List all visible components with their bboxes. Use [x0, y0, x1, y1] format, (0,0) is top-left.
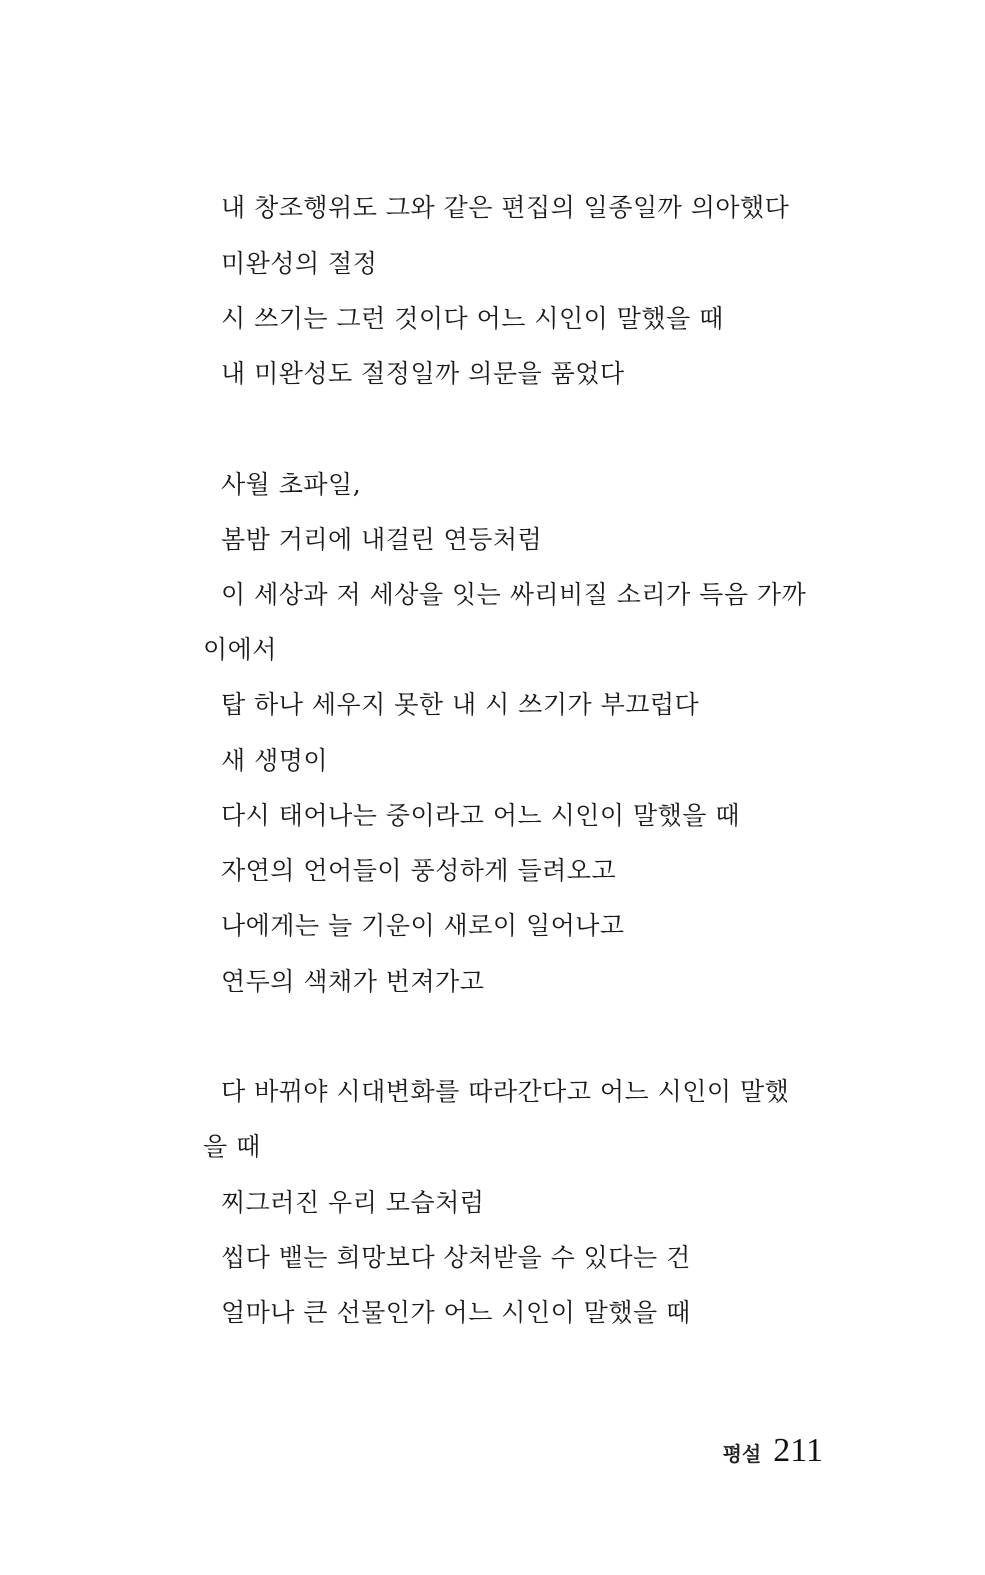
- poem-line: 봄밤 거리에 내걸린 연등처럼: [221, 525, 543, 554]
- poem-line: 탑 하나 세우지 못한 내 시 쓰기가 부끄럽다: [221, 690, 700, 719]
- poem-line: 연두의 색채가 번져가고: [221, 967, 485, 996]
- section-label: 평설: [722, 1442, 762, 1466]
- poem-line: 나에게는 늘 기운이 새로이 일어나고: [221, 911, 625, 940]
- poem-line: 미완성의 절정: [221, 249, 378, 278]
- poem-line: 다 바뀌야 시대변화를 따라간다고 어느 시인이 말했: [221, 1077, 790, 1106]
- poem-line: 새 생명이: [221, 746, 329, 775]
- poem-line: 다시 태어나는 중이라고 어느 시인이 말했을 때: [221, 801, 741, 830]
- poem-line-continuation: 이에서: [203, 635, 277, 664]
- poem-line: 찌그러진 우리 모습처럼: [221, 1188, 485, 1217]
- poem-line: 내 창조행위도 그와 같은 편집의 일종일까 의아했다: [221, 193, 790, 222]
- poem-line: 이 세상과 저 세상을 잇는 싸리비질 소리가 득음 가까: [221, 580, 807, 609]
- poem-line: 시 쓰기는 그런 것이다 어느 시인이 말했을 때: [221, 304, 724, 333]
- page-footer: [723, 1432, 823, 1470]
- poem-line: 사월 초파일,: [221, 470, 362, 499]
- poem-line: 자연의 언어들이 풍성하게 들려오고: [221, 856, 617, 885]
- poem-line: 씹다 뱉는 희망보다 상처받을 수 있다는 건: [221, 1243, 691, 1272]
- page-number: 211: [773, 1432, 823, 1469]
- poem-line: 얼마나 큰 선물인가 어느 시인이 말했을 때: [221, 1298, 691, 1327]
- poem-line-continuation: 을 때: [203, 1132, 261, 1161]
- poem-line: 내 미완성도 절정일까 의문을 품었다: [221, 359, 625, 388]
